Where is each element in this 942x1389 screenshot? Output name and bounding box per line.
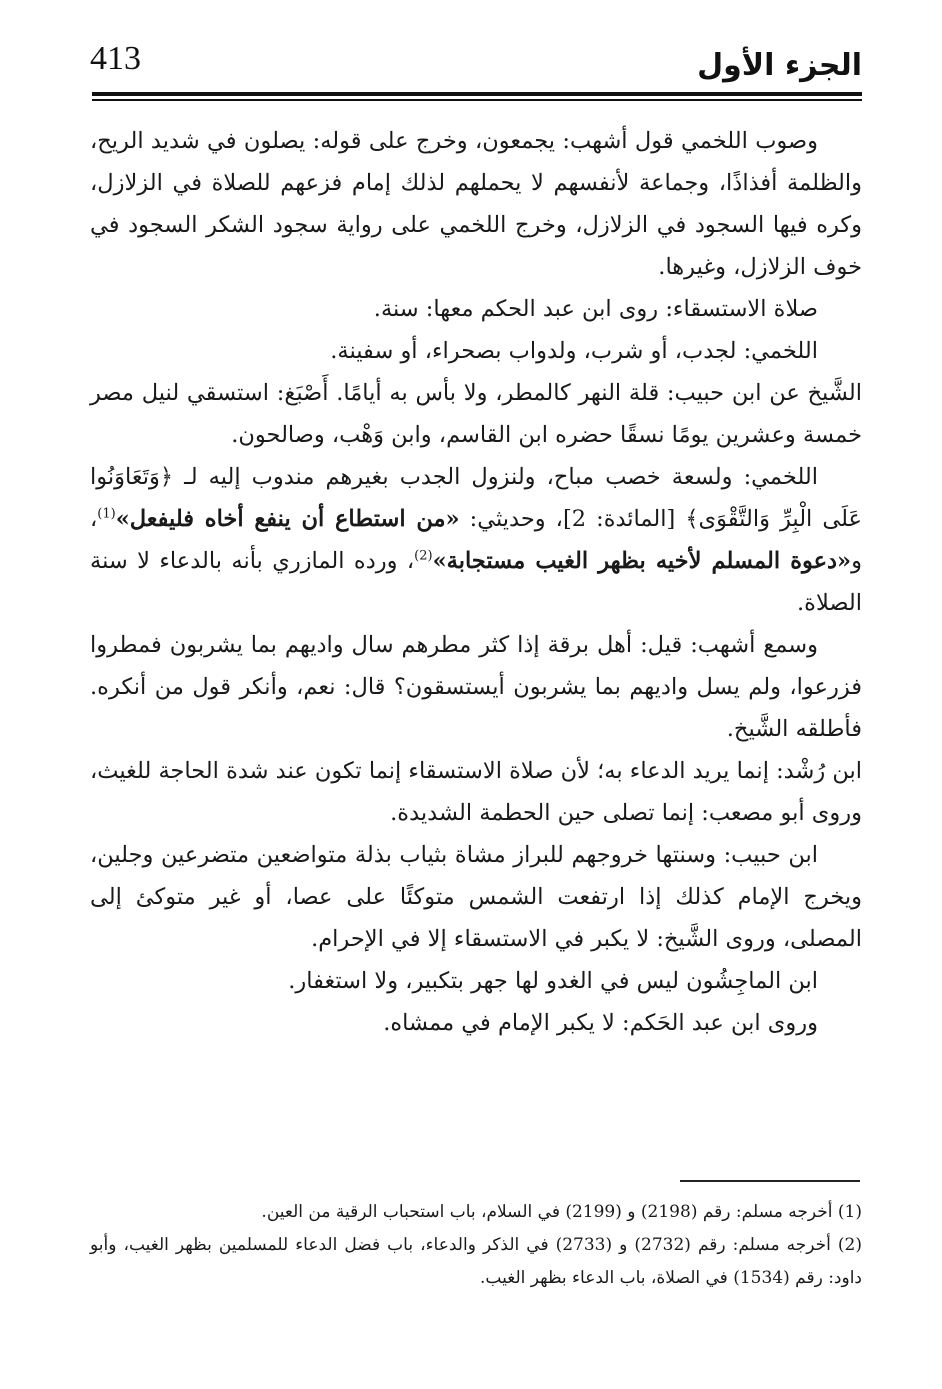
hadith-quote-2: «دعوة المسلم لأخيه بظهر الغيب مستجابة» — [432, 548, 852, 574]
paragraph-5 — [90, 456, 862, 624]
paragraph-3: اللخمي: لجدب، أو شرب، ولدواب بصحراء، أو سفينة. — [330, 338, 818, 364]
paragraph-6: وسمع أشهب: قيل: أهل برقة إذا كثر مطرهم سال واديهم بما يشربون فمطروا فزرعوا، ولم يسل واديهم بما يشربون أيستسقون؟ قال: نعم، وأنكر قول من أنكره. فأطلقه الشَّيخ. — [90, 632, 862, 742]
header-rule-thin — [92, 99, 862, 101]
main-text — [90, 120, 862, 1044]
hadith-quote-1: «من استطاع أن ينفع أخاه فليفعل» — [115, 506, 460, 532]
running-header-title: الجزء الأول — [697, 48, 862, 83]
footnote-2: (2) أخرجه مسلم: رقم (2732) و (2733) في الذكر والدعاء، باب فضل الدعاء للمسلمين بظهر الغيب، وأبو داود: رقم (1534) في الصلاة، باب الدعاء بظهر الغيب. — [90, 1235, 862, 1288]
paragraph-10: وروى ابن عبد الحَكم: لا يكبر الإمام في ممشاه. — [383, 1010, 818, 1036]
footnote-1: (1) أخرجه مسلم: رقم (2198) و (2199) في السلام، باب استحباب الرقية من العين. — [261, 1202, 862, 1222]
footnote-ref-2: (2) — [414, 548, 433, 564]
paragraph-4: الشَّيخ عن ابن حبيب: قلة النهر كالمطر، ولا بأس به أيامًا. أَصْبَغ: استسقي لنيل مصر خمسة وعشرين يومًا نسقًا حضره ابن القاسم، وابن وَهْب، وصالحون. — [90, 380, 862, 448]
footnote-ref-1: (1) — [97, 506, 116, 522]
header-rule-thick — [92, 92, 862, 96]
paragraph-5-text-b: ، و — [90, 506, 862, 574]
paragraph-9: ابن الماجِشُون ليس في الغدو لها جهر بتكبير، ولا استغفار. — [288, 968, 818, 994]
paragraph-1: وصوب اللخمي قول أشهب: يجمعون، وخرج على قوله: يصلون في شديد الريح، والظلمة أفذاذًا، وجماعة لأنفسهم لا يحملهم لذلك إمام فزعهم للصلاة في الزلازل، وكره فيها السجود في الزلازل، وخرج اللخمي على رواية سجود الشكر السجود في خوف الزلازل، وغيرها. — [90, 128, 862, 280]
footnote-separator — [680, 1180, 860, 1182]
paragraph-7: ابن رُشْد: إنما يريد الدعاء به؛ لأن صلاة الاستسقاء إنما تكون عند شدة الحاجة للغيث، وروى أبو مصعب: إنما تصلى حين الحطمة الشديدة. — [90, 758, 862, 826]
paragraph-2: صلاة الاستسقاء: روى ابن عبد الحكم معها: سنة. — [373, 296, 818, 322]
page-number: 413 — [90, 40, 141, 77]
paragraph-8: ابن حبيب: وسنتها خروجهم للبراز مشاة بثياب بذلة متواضعين متضرعين وجلين، ويخرج الإمام كذلك إذا ارتفعت الشمس متوكئًا على عصا، أو غير متوكئ إلى المصلى، وروى الشَّيخ: لا يكبر في الاستسقاء إلا في الإحرام. — [90, 842, 862, 952]
paragraph-5-text-c: ، ورده المازري بأنه بالدعاء لا سنة الصلاة. — [90, 548, 862, 616]
paragraph-5-text-a: اللخمي: ولسعة خصب مباح، ولنزول الجدب بغيرهم مندوب إليه لـ ﴿وَتَعَاوَنُوا عَلَى الْبِرِّ وَالتَّقْوَى﴾ [المائدة: 2]، وحديثي: — [90, 464, 862, 532]
footnotes — [90, 1196, 862, 1295]
